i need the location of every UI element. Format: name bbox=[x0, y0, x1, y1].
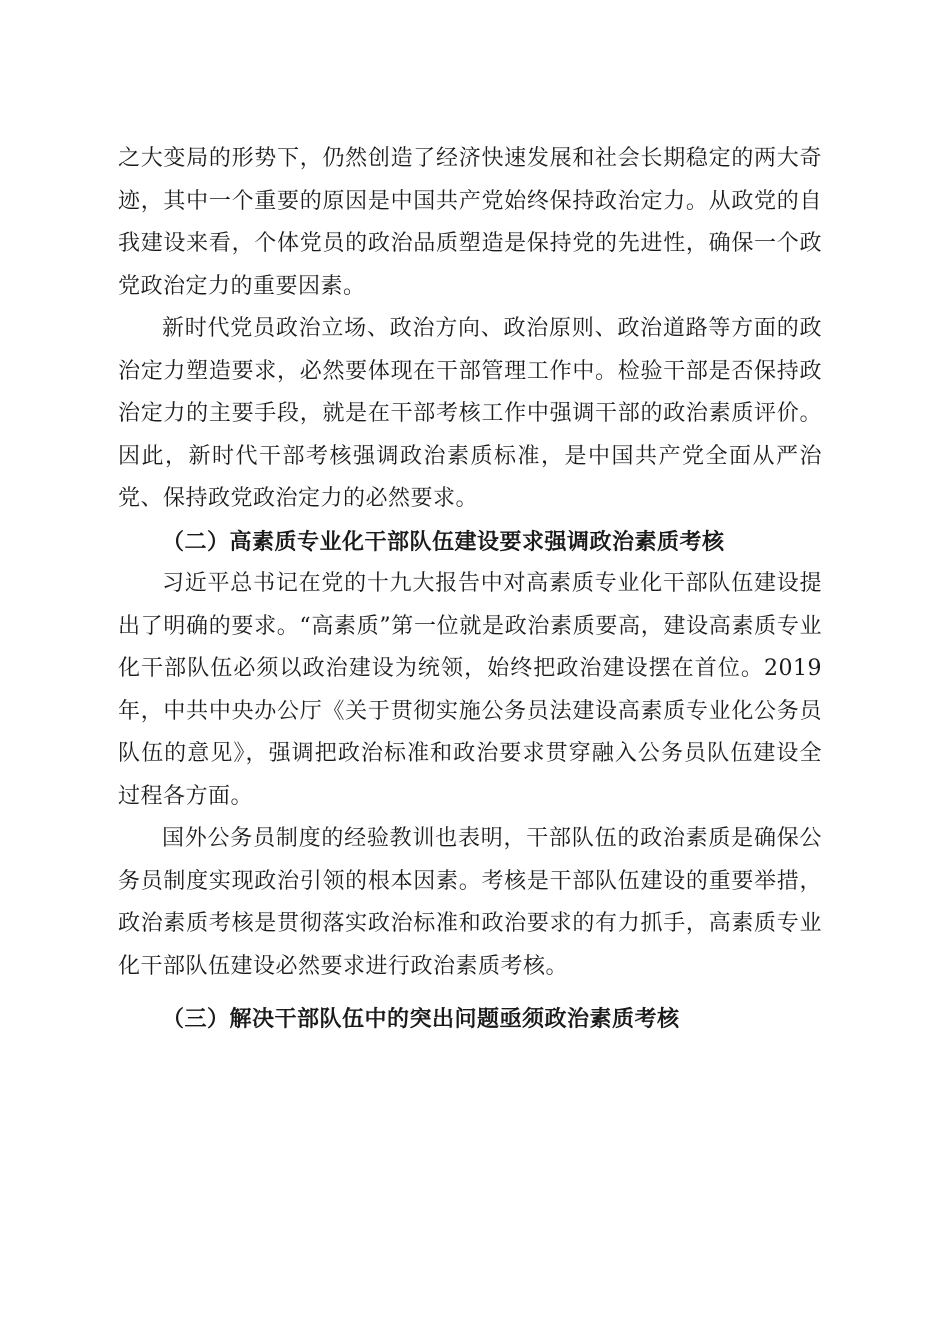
document-page bbox=[118, 138, 822, 1041]
section-heading-3: （三）解决干部队伍中的突出问题亟须政治素质考核 bbox=[162, 1006, 680, 1032]
paragraph-foreign-experience: 国外公务员制度的经验教训也表明，干部队伍的政治素质是确保公务员制度实现政治引领的根本因素。考核是干部队伍建设的重要举措，政治素质考核是贯彻落实政治标准和政治要求的有力抓手，高素质专业化干部队伍建设必然要求进行政治素质考核。 bbox=[118, 826, 822, 979]
section-heading-2: （二）高素质专业化干部队伍建设要求强调政治素质考核 bbox=[162, 528, 725, 555]
paragraph-high-quality-cadres: 习近平总书记在党的十九大报告中对高素质专业化干部队伍建设提出了明确的要求。“高素质”第一位就是政治素质要高，建设高素质专业化干部队伍必须以政治建设为统领，始终把政治建设摆在首位。2019年，中共中央办公厅《关于贯彻实施公务员法建设高素质专业化公务员队伍的意见》，强调把政治标准和政治要求贯穿融入公务员队伍建设全过程各方面。 bbox=[118, 571, 822, 809]
paragraph-continued: 之大变局的形势下，仍然创造了经济快速发展和社会长期稳定的两大奇迹，其中一个重要的原因是中国共产党始终保持政治定力。从政党的自我建设来看，个体党员的政治品质塑造是保持党的先进性，确保一个政党政治定力的重要因素。 bbox=[118, 146, 822, 299]
paragraph-political-stance: 新时代党员政治立场、政治方向、政治原则、政治道路等方面的政治定力塑造要求，必然要体现在干部管理工作中。检验干部是否保持政治定力的主要手段，就是在干部考核工作中强调干部的政治素质评价。因此，新时代干部考核强调政治素质标准，是中国共产党全面从严治党、保持政党政治定力的必然要求。 bbox=[118, 316, 822, 511]
